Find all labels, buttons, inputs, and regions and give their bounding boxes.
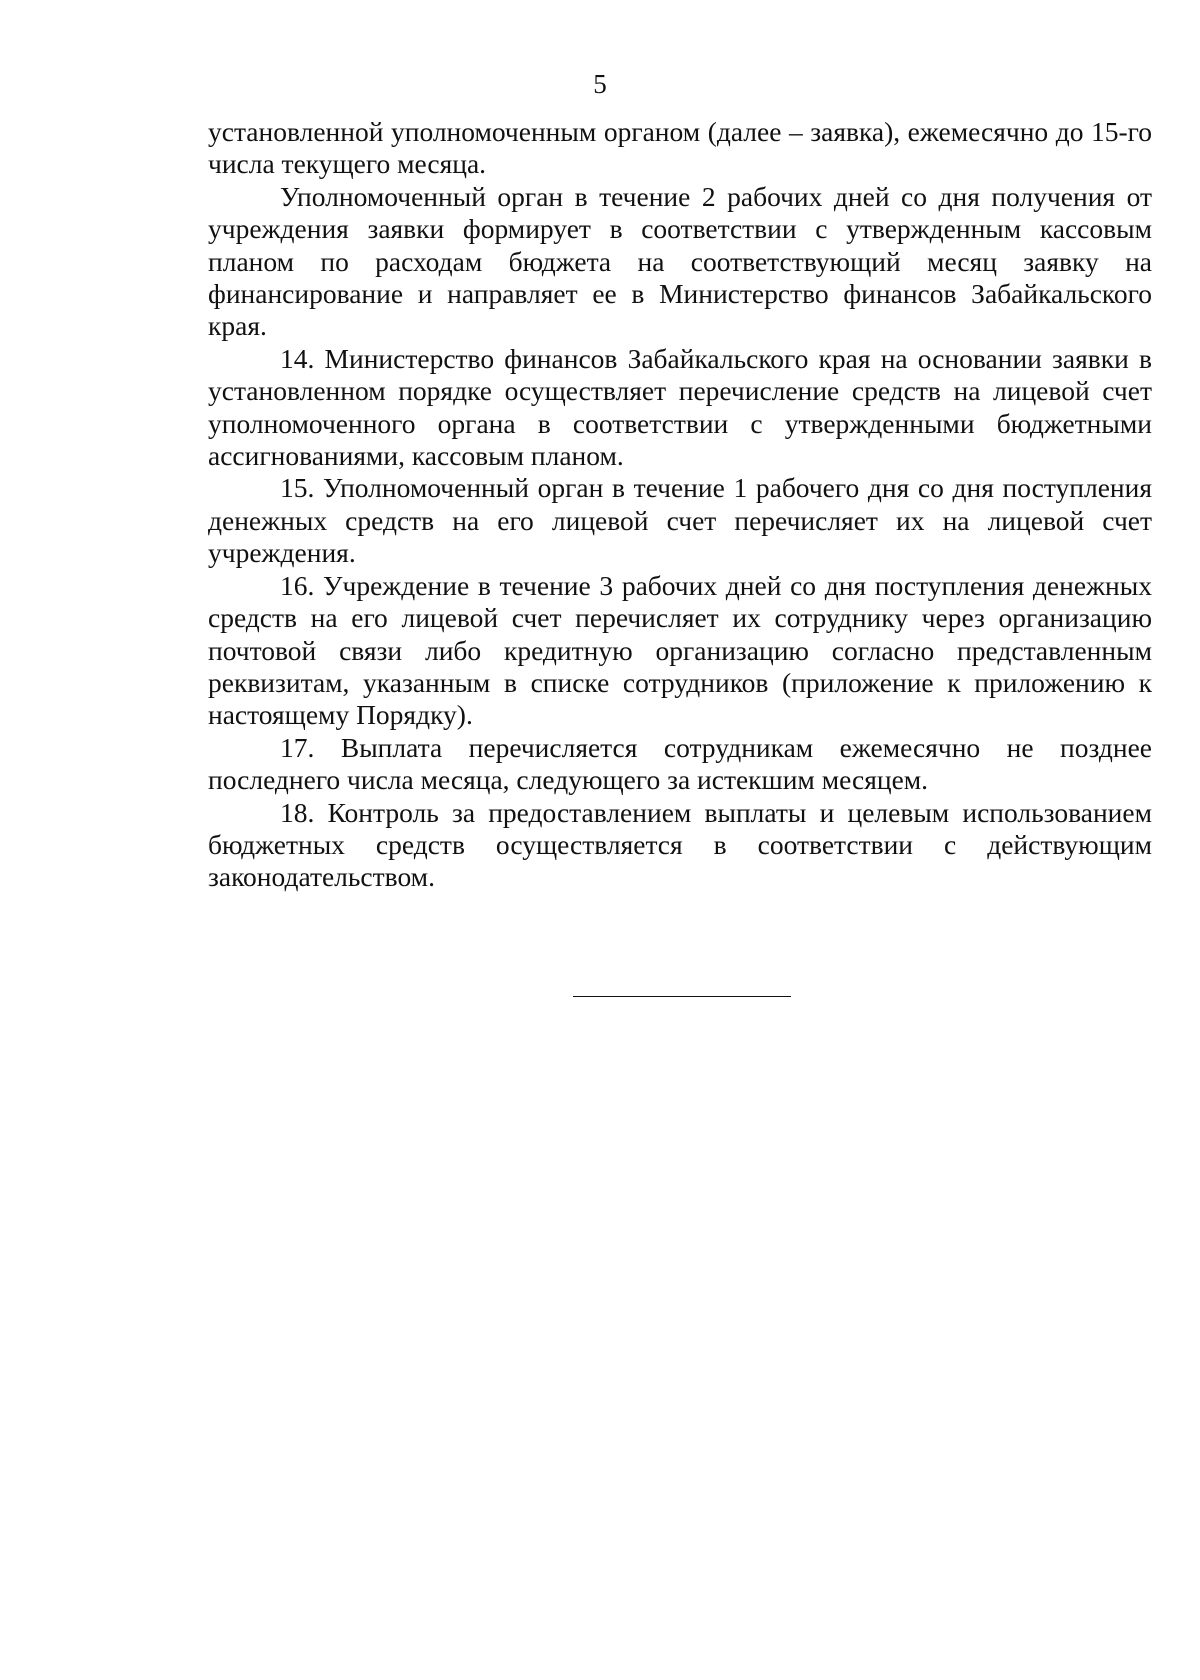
paragraph-item-18: 18. Контроль за предоставлением выплаты и целевым использованием бюджетных средств осуществляется в соответствии с действующим законодательством. bbox=[208, 796, 1152, 893]
document-body bbox=[208, 116, 1152, 894]
paragraph-item-14: 14. Министерство финансов Забайкальского края на основании заявки в установленном порядке осуществляет перечисление средств на лицевой счет уполномоченного органа в соответствии с утвержденными бюджетными ассигнованиями, кассовым планом. bbox=[208, 342, 1152, 472]
paragraph-item-15: 15. Уполномоченный орган в течение 1 рабочего дня со дня поступления денежных средств на его лицевой счет перечисляет их на лицевой счет учреждения. bbox=[208, 472, 1152, 569]
paragraph-item-16: 16. Учреждение в течение 3 рабочих дней со дня поступления денежных средств на его лицевой счет перечисляет их сотруднику через организацию почтовой связи либо кредитную организацию согласно представленным реквизитам, указанным в списке сотрудников (приложение к приложению к настоящему Порядку). bbox=[208, 569, 1152, 731]
paragraph-item-17: 17. Выплата перечисляется сотрудникам ежемесячно не позднее последнего числа месяца, следующего за истекшим месяцем. bbox=[208, 731, 1152, 796]
page-number: 5 bbox=[593, 69, 607, 99]
paragraph-authorized-body-request: Уполномоченный орган в течение 2 рабочих дней со дня получения от учреждения заявки формирует в соответствии с утвержденным кассовым планом по расходам бюджета на соответствующий месяц заявку на финансирование и направляет ее в Министерство финансов Забайкальского края. bbox=[208, 180, 1152, 342]
paragraph-continuation: установленной уполномоченным органом (далее – заявка), ежемесячно до 15-го числа текущего месяца. bbox=[208, 116, 1152, 180]
end-of-document-rule bbox=[573, 996, 791, 997]
